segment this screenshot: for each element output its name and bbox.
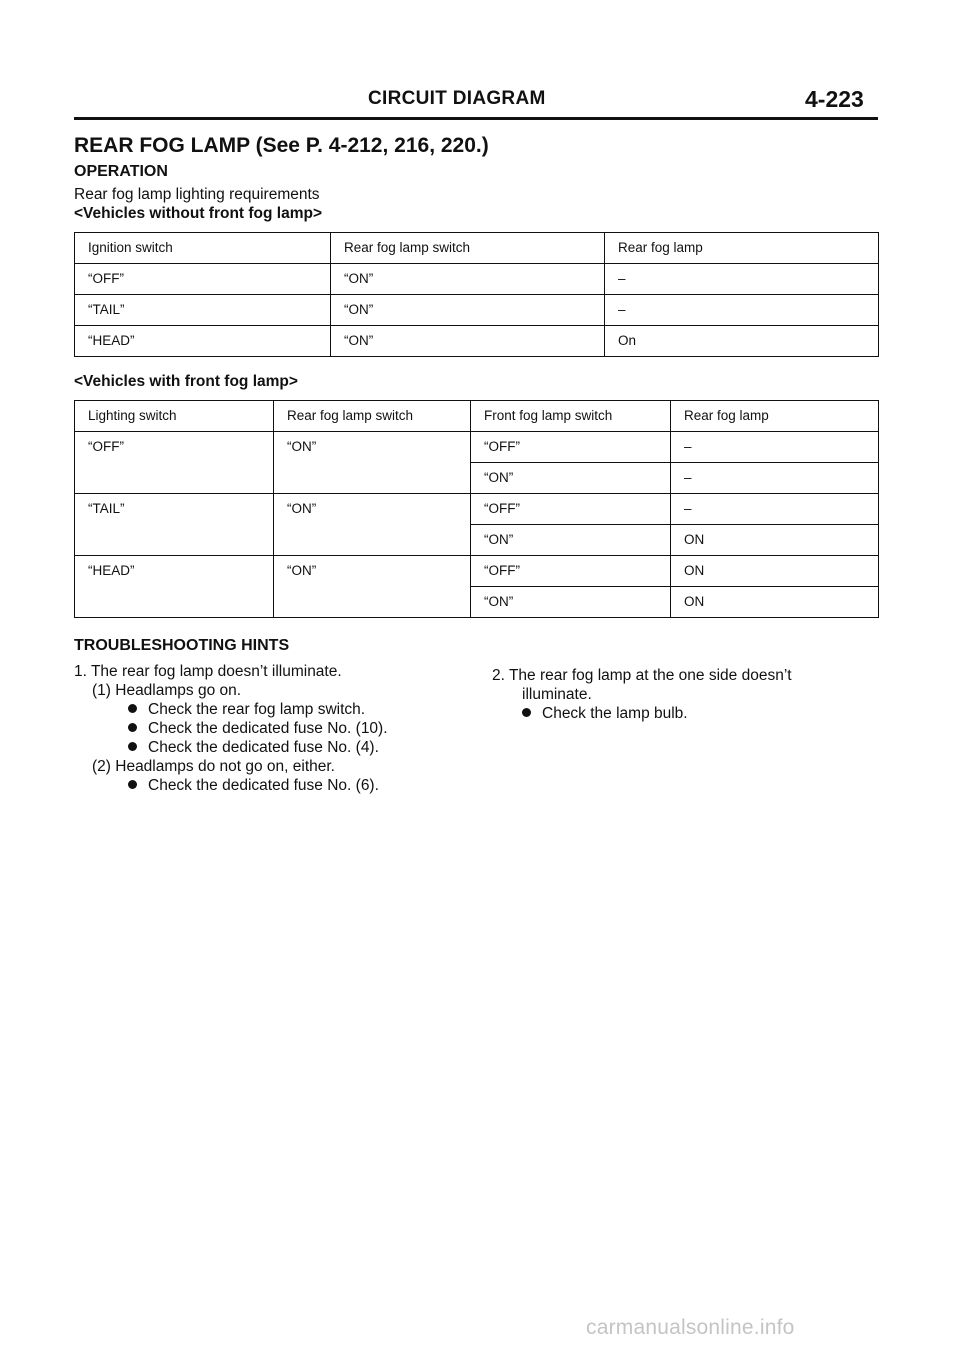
hint-item-2-continuation: illuminate. [522, 686, 592, 703]
header-cell: Front fog lamp switch [471, 401, 671, 432]
table-row [75, 556, 879, 587]
bullet-icon [128, 742, 137, 751]
hint-item-1: 1. The rear fog lamp doesn’t illuminate. [74, 663, 342, 680]
header-cell: Rear fog lamp switch [331, 233, 605, 264]
bullet-icon [128, 780, 137, 789]
table-cell: “ON” [274, 432, 471, 494]
hint-bullet-item: Check the dedicated fuse No. (10). [128, 719, 388, 739]
requirements-text: Rear fog lamp lighting requirements [74, 186, 320, 203]
table-row [75, 264, 879, 295]
table-cell: “ON” [331, 326, 605, 357]
table-cell: “HEAD” [75, 556, 274, 618]
table-cell: “ON” [331, 264, 605, 295]
troubleshooting-heading: TROUBLESHOOTING HINTS [74, 637, 290, 654]
header-rule [74, 117, 878, 120]
bullet-icon [128, 723, 137, 732]
table-cell: “OFF” [471, 494, 671, 525]
watermark: carmanualsonline.info [586, 1316, 795, 1339]
table-row [75, 494, 879, 525]
table-cell: – [671, 494, 879, 525]
hint-item-2: 2. The rear fog lamp at the one side doesn’t [492, 667, 792, 684]
table-cell: “OFF” [471, 556, 671, 587]
table-cell: “OFF” [471, 432, 671, 463]
table-cell: “HEAD” [75, 326, 331, 357]
table-cell: – [671, 432, 879, 463]
header-cell: Rear fog lamp [671, 401, 879, 432]
table-cell: – [605, 295, 879, 326]
table-cell: On [605, 326, 879, 357]
table-cell: – [671, 463, 879, 494]
table-with-front-fog [74, 400, 879, 618]
table-row [75, 326, 879, 357]
table-without-front-fog [74, 232, 879, 357]
table-cell: “ON” [471, 463, 671, 494]
table-cell: “OFF” [75, 264, 331, 295]
table-row [75, 432, 879, 463]
table-with-caption: <Vehicles with front fog lamp> [74, 373, 298, 390]
header-cell: Rear fog lamp switch [274, 401, 471, 432]
operation-heading: OPERATION [74, 163, 168, 180]
table-header-row [75, 233, 879, 264]
hint-bullet-item: Check the rear fog lamp switch. [128, 700, 365, 720]
table-header-row [75, 401, 879, 432]
table-cell: “TAIL” [75, 295, 331, 326]
header-cell: Rear fog lamp [605, 233, 879, 264]
table-row [75, 295, 879, 326]
table-cell: “ON” [274, 494, 471, 556]
hint-sub-item: (2) Headlamps do not go on, either. [92, 758, 335, 775]
hint-bullet-item: Check the dedicated fuse No. (6). [128, 776, 379, 796]
header-title: CIRCUIT DIAGRAM [368, 88, 546, 109]
table-cell: “ON” [274, 556, 471, 618]
hint-sub-item: (1) Headlamps go on. [92, 682, 242, 699]
hint-bullet-item: Check the dedicated fuse No. (4). [128, 738, 379, 758]
header-cell: Lighting switch [75, 401, 274, 432]
table-cell: “OFF” [75, 432, 274, 494]
table-cell: – [605, 264, 879, 295]
table-cell: ON [671, 556, 879, 587]
header-cell: Ignition switch [75, 233, 331, 264]
hint-bullet-item: Check the lamp bulb. [522, 704, 688, 724]
table-cell: “ON” [471, 587, 671, 618]
table-without-caption: <Vehicles without front fog lamp> [74, 205, 323, 222]
page-number: 4-223 [805, 86, 864, 112]
bullet-icon [128, 704, 137, 713]
bullet-icon [522, 708, 531, 717]
table-cell: “ON” [471, 525, 671, 556]
section-title: REAR FOG LAMP (See P. 4-212, 216, 220.) [74, 134, 489, 157]
table-cell: “TAIL” [75, 494, 274, 556]
table-cell: ON [671, 587, 879, 618]
table-cell: “ON” [331, 295, 605, 326]
table-cell: ON [671, 525, 879, 556]
